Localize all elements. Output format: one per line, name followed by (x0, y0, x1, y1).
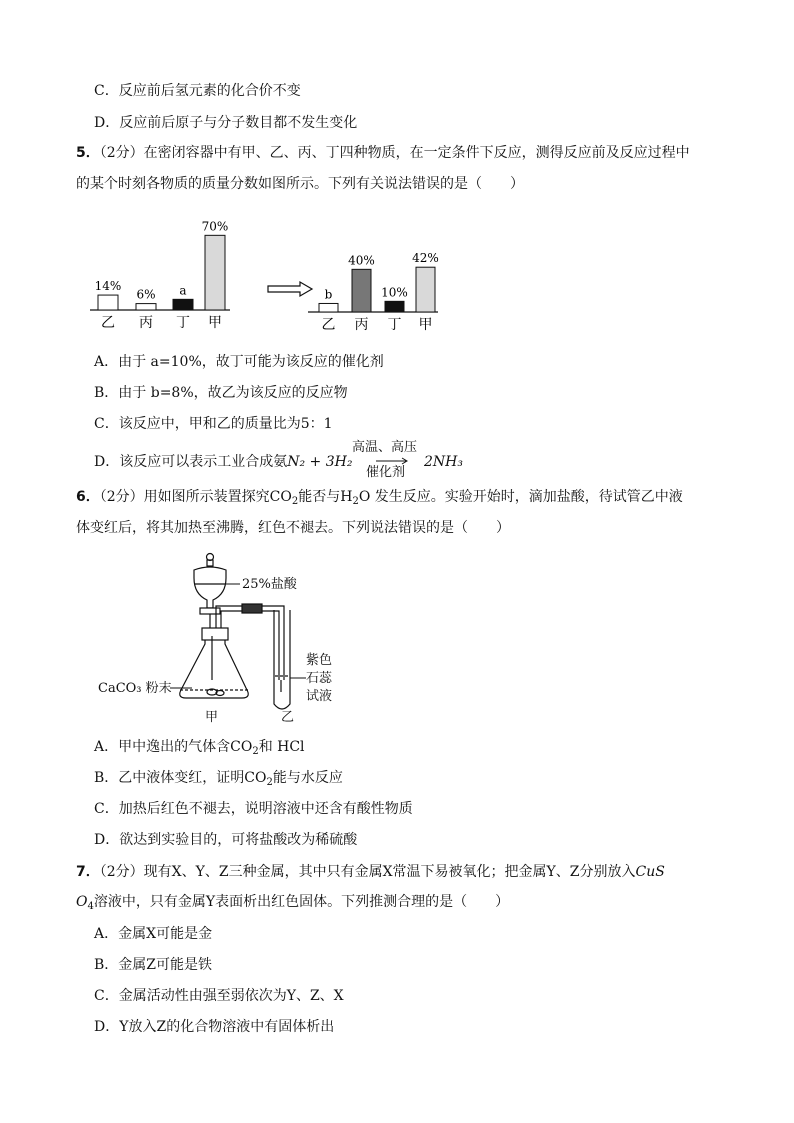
q7-option-d: D．Y放入Z的化合物溶液中有固体析出 (94, 1019, 335, 1035)
q4-option-c: C．反应前后氢元素的化合价不变 (94, 83, 301, 99)
q6-option-a (94, 737, 305, 757)
bar-丁 (385, 301, 404, 312)
litmus-label-3: 试液 (306, 689, 333, 704)
category-label: 乙 (321, 317, 336, 333)
q6-option-b-text1: B．乙中液体变红，证明CO (94, 770, 267, 786)
q7-formula-a: CuS (635, 864, 665, 880)
q5-stem-line2: 的某个时刻各物质的质量分数如图所示。下列有关说法错误的是（ ） (76, 176, 524, 192)
q7-number: 7． (76, 864, 100, 880)
data-label: 14% (94, 279, 122, 294)
q6-option-a-text2: 和 HCl (258, 739, 305, 755)
q5-stem-text1: （2分）在密闭容器中有甲、乙、丙、丁四种物质，在一定条件下反应，测得反应前及反应过程中 (99, 145, 690, 161)
q4-option-d: D．反应前后原子与分子数目都不发生变化 (94, 115, 358, 131)
equation-rhs: 2NH₃ (424, 454, 463, 470)
data-label: b (324, 287, 333, 302)
bar-丙 (352, 269, 371, 312)
data-label: 70% (201, 219, 229, 234)
sub-2: 2 (266, 777, 273, 788)
category-label: 丁 (387, 317, 402, 333)
reaction-condition-bottom: 催化剂 (366, 465, 406, 480)
q6-stem-a: （2分）用如图所示装置探究CO (99, 489, 292, 505)
litmus-label-1: 紫色 (306, 653, 333, 668)
litmus-label-2: 石蕊 (306, 671, 333, 686)
bar-丙 (136, 304, 156, 310)
data-label: 10% (381, 285, 408, 300)
q7-stem-line2 (76, 892, 509, 912)
q6-stem-line1 (76, 487, 683, 507)
q6-option-b (94, 768, 343, 788)
q6-option-b-text2: 能与水反应 (272, 770, 343, 786)
data-label: a (179, 283, 187, 298)
equation-lhs: N₂ + 3H₂ (287, 454, 353, 470)
bar-乙 (98, 295, 118, 310)
q6-stem-line2: 体变红后，将其加热至沸腾，红色不褪去。下列说法错误的是（ ） (76, 520, 510, 536)
category-label: 丙 (139, 315, 153, 331)
bar-丁 (173, 299, 193, 310)
data-label: 40% (348, 253, 375, 268)
q6-option-a-text1: A．甲中逸出的气体含CO (94, 739, 253, 755)
mass-fraction-charts (90, 212, 460, 337)
category-label: 乙 (101, 315, 115, 331)
category-label: 丙 (354, 317, 369, 333)
q6-number: 6． (76, 489, 100, 505)
category-label: 甲 (418, 317, 433, 333)
chart-during-reaction (308, 251, 439, 333)
hollow-arrow-icon (268, 282, 312, 296)
sub-2: 2 (252, 746, 259, 757)
bar-甲 (205, 235, 225, 310)
caco3-label: CaCO₃ 粉末 (98, 681, 172, 696)
q5-option-d (94, 452, 352, 472)
q7-option-c: C．金属活动性由强至弱依次为Y、Z、X (94, 988, 344, 1004)
data-label: 42% (412, 251, 439, 266)
q7-option-a: A．金属X可能是金 (94, 926, 213, 942)
q6-stem-c: O 发生反应。实验开始时，滴加盐酸，待试管乙中液 (358, 489, 683, 505)
category-label: 甲 (208, 315, 222, 331)
data-label: 6% (136, 287, 156, 302)
q6-option-c: C．加热后红色不褪去，说明溶液中还含有酸性物质 (94, 801, 413, 817)
q5-stem-line1 (76, 143, 690, 163)
sub-2: 2 (352, 496, 359, 507)
q5-option-a: A．由于 a=10%，故丁可能为该反应的催化剂 (94, 354, 384, 370)
q5-option-b: B．由于 b=8%，故乙为该反应的反应物 (94, 385, 348, 401)
q6-stem-b: 能否与H (298, 489, 353, 505)
chart-before-reaction (90, 219, 230, 331)
q7-stem-b: 溶液中，只有金属Y表面析出红色固体。下列推测合理的是（ ） (93, 894, 510, 910)
reaction-condition-top: 高温、高压 (352, 440, 418, 455)
bar-甲 (416, 267, 435, 312)
q7-formula-b: O (76, 894, 88, 910)
category-label: 丁 (176, 315, 190, 331)
acid-label: 25%盐酸 (242, 577, 297, 592)
q7-stem-a: （2分）现有X、Y、Z三种金属，其中只有金属X常温下易被氧化；把金属Y、Z分别放入 (99, 864, 636, 880)
flask-label: 甲 (205, 710, 219, 725)
q5-number: 5． (76, 145, 100, 161)
sub-4: 4 (87, 901, 94, 912)
bar-乙 (319, 303, 338, 312)
sub-2: 2 (291, 496, 299, 507)
tube-label: 乙 (281, 710, 295, 725)
q5-option-d-text: D．该反应可以表示工业合成氨 (94, 454, 288, 470)
test-tube (274, 610, 290, 709)
q7-stem-line1 (76, 862, 665, 882)
q6-option-d: D．欲达到实验目的，可将盐酸改为稀硫酸 (94, 832, 358, 848)
q7-option-b: B．金属Z可能是铁 (94, 957, 213, 973)
q5-option-c: C．该反应中，甲和乙的质量比为5：1 (94, 416, 333, 432)
